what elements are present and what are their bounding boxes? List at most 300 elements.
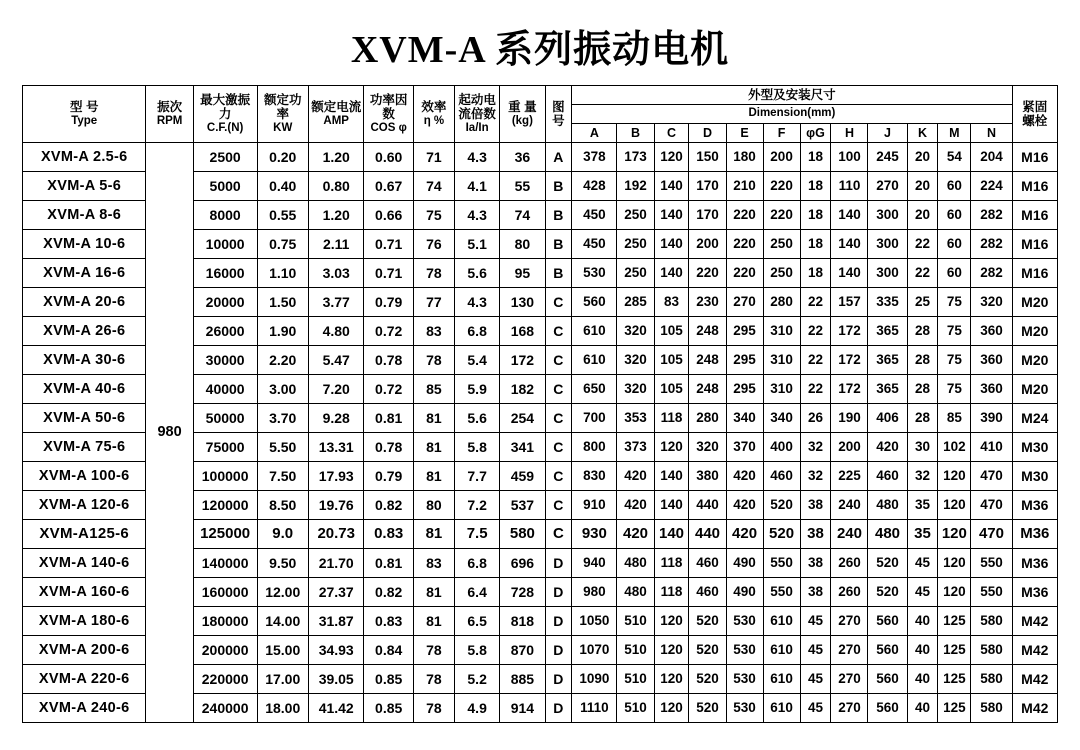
- cell-dim-d: 320: [689, 432, 726, 461]
- cell-dim-j: 365: [868, 345, 907, 374]
- cell-dim-k: 20: [907, 142, 938, 171]
- cell-weight: 537: [500, 490, 545, 519]
- cell-type: XVM-A 10-6: [23, 229, 146, 258]
- cell-dim-a: 940: [572, 548, 617, 577]
- cell-dim-b: 510: [617, 635, 654, 664]
- cell-dim-h: 260: [831, 548, 868, 577]
- cell-dim-e: 295: [726, 316, 763, 345]
- cell-power-factor: 0.67: [364, 171, 413, 200]
- cell-figure: B: [545, 229, 572, 258]
- cell-force: 26000: [193, 316, 257, 345]
- header-dim-n: N: [971, 123, 1012, 142]
- cell-power-factor: 0.82: [364, 490, 413, 519]
- cell-dim-d: 460: [689, 548, 726, 577]
- cell-weight: 254: [500, 403, 545, 432]
- cell-starting-current: 5.6: [455, 258, 500, 287]
- header-dim-a: A: [572, 123, 617, 142]
- cell-dim-k: 30: [907, 432, 938, 461]
- cell-force: 30000: [193, 345, 257, 374]
- cell-dim-g: 45: [800, 693, 831, 722]
- cell-dim-n: 550: [971, 548, 1012, 577]
- cell-current: 20.73: [308, 519, 364, 548]
- cell-bolt: M30: [1012, 432, 1057, 461]
- cell-dim-h: 110: [831, 171, 868, 200]
- cell-power: 9.0: [257, 519, 308, 548]
- cell-dim-c: 140: [654, 258, 689, 287]
- cell-dim-e: 210: [726, 171, 763, 200]
- cell-power-factor: 0.81: [364, 548, 413, 577]
- cell-dim-g: 38: [800, 490, 831, 519]
- cell-dim-j: 520: [868, 577, 907, 606]
- cell-efficiency: 83: [413, 316, 454, 345]
- cell-starting-current: 6.4: [455, 577, 500, 606]
- cell-dim-h: 140: [831, 229, 868, 258]
- cell-force: 120000: [193, 490, 257, 519]
- cell-dim-k: 28: [907, 374, 938, 403]
- cell-dim-m: 125: [938, 664, 971, 693]
- cell-dim-c: 120: [654, 635, 689, 664]
- cell-power-factor: 0.60: [364, 142, 413, 171]
- cell-starting-current: 5.9: [455, 374, 500, 403]
- cell-dim-h: 100: [831, 142, 868, 171]
- cell-dim-k: 22: [907, 229, 938, 258]
- cell-power-factor: 0.81: [364, 403, 413, 432]
- cell-dim-m: 60: [938, 200, 971, 229]
- cell-type: XVM-A 2.5-6: [23, 142, 146, 171]
- cell-current: 31.87: [308, 606, 364, 635]
- cell-efficiency: 81: [413, 461, 454, 490]
- cell-dim-d: 248: [689, 345, 726, 374]
- cell-bolt: M42: [1012, 606, 1057, 635]
- cell-dim-a: 930: [572, 519, 617, 548]
- cell-type: XVM-A 220-6: [23, 664, 146, 693]
- cell-dim-a: 610: [572, 345, 617, 374]
- cell-dim-f: 460: [763, 461, 800, 490]
- cell-figure: D: [545, 548, 572, 577]
- cell-type: XVM-A125-6: [23, 519, 146, 548]
- cell-power-factor: 0.79: [364, 287, 413, 316]
- cell-dim-c: 140: [654, 490, 689, 519]
- cell-dim-e: 270: [726, 287, 763, 316]
- cell-bolt: M16: [1012, 258, 1057, 287]
- cell-dim-g: 45: [800, 606, 831, 635]
- cell-dim-k: 28: [907, 345, 938, 374]
- cell-starting-current: 6.5: [455, 606, 500, 635]
- cell-efficiency: 80: [413, 490, 454, 519]
- cell-dim-k: 45: [907, 577, 938, 606]
- cell-dim-m: 120: [938, 548, 971, 577]
- cell-dim-c: 140: [654, 171, 689, 200]
- table-header: [23, 86, 1058, 143]
- cell-type: XVM-A 100-6: [23, 461, 146, 490]
- cell-dim-f: 250: [763, 258, 800, 287]
- cell-dim-e: 530: [726, 693, 763, 722]
- cell-dim-e: 220: [726, 258, 763, 287]
- cell-type: XVM-A 240-6: [23, 693, 146, 722]
- cell-efficiency: 71: [413, 142, 454, 171]
- cell-figure: B: [545, 171, 572, 200]
- cell-efficiency: 76: [413, 229, 454, 258]
- cell-dim-a: 428: [572, 171, 617, 200]
- cell-dim-j: 420: [868, 432, 907, 461]
- cell-dim-m: 60: [938, 171, 971, 200]
- cell-efficiency: 78: [413, 693, 454, 722]
- header-efficiency: 效率 η %: [413, 86, 454, 143]
- cell-dim-n: 390: [971, 403, 1012, 432]
- cell-dim-d: 520: [689, 606, 726, 635]
- cell-figure: C: [545, 374, 572, 403]
- cell-current: 9.28: [308, 403, 364, 432]
- cell-force: 5000: [193, 171, 257, 200]
- cell-dim-c: 83: [654, 287, 689, 316]
- cell-dim-m: 60: [938, 229, 971, 258]
- cell-dim-k: 28: [907, 316, 938, 345]
- cell-dim-e: 530: [726, 606, 763, 635]
- cell-dim-f: 310: [763, 316, 800, 345]
- header-dim-g: φG: [800, 123, 831, 142]
- cell-weight: 870: [500, 635, 545, 664]
- cell-weight: 168: [500, 316, 545, 345]
- cell-type: XVM-A 180-6: [23, 606, 146, 635]
- cell-figure: C: [545, 490, 572, 519]
- cell-dim-h: 157: [831, 287, 868, 316]
- cell-power: 0.75: [257, 229, 308, 258]
- cell-bolt: M36: [1012, 548, 1057, 577]
- cell-power-factor: 0.71: [364, 229, 413, 258]
- cell-figure: D: [545, 606, 572, 635]
- cell-bolt: M36: [1012, 490, 1057, 519]
- cell-power-factor: 0.83: [364, 519, 413, 548]
- cell-efficiency: 81: [413, 519, 454, 548]
- header-current: 额定电流 AMP: [308, 86, 364, 143]
- cell-rpm: 980: [146, 142, 193, 722]
- cell-dim-g: 38: [800, 577, 831, 606]
- cell-dim-n: 224: [971, 171, 1012, 200]
- cell-dim-d: 520: [689, 635, 726, 664]
- cell-dim-h: 270: [831, 664, 868, 693]
- cell-efficiency: 74: [413, 171, 454, 200]
- cell-power: 1.90: [257, 316, 308, 345]
- cell-dim-f: 310: [763, 345, 800, 374]
- cell-efficiency: 81: [413, 606, 454, 635]
- cell-dim-m: 120: [938, 461, 971, 490]
- table-body: [23, 142, 1058, 722]
- cell-dim-d: 220: [689, 258, 726, 287]
- cell-current: 34.93: [308, 635, 364, 664]
- cell-dim-m: 85: [938, 403, 971, 432]
- cell-bolt: M16: [1012, 200, 1057, 229]
- cell-dim-h: 190: [831, 403, 868, 432]
- cell-dim-e: 530: [726, 635, 763, 664]
- cell-dim-j: 480: [868, 490, 907, 519]
- cell-weight: 182: [500, 374, 545, 403]
- cell-type: XVM-A 8-6: [23, 200, 146, 229]
- cell-dim-c: 120: [654, 664, 689, 693]
- cell-figure: D: [545, 577, 572, 606]
- cell-dim-b: 420: [617, 519, 654, 548]
- cell-starting-current: 4.1: [455, 171, 500, 200]
- cell-figure: C: [545, 316, 572, 345]
- cell-bolt: M20: [1012, 374, 1057, 403]
- cell-dim-c: 105: [654, 374, 689, 403]
- page-title: XVM-A 系列振动电机: [350, 29, 730, 71]
- cell-dim-n: 580: [971, 606, 1012, 635]
- cell-dim-n: 550: [971, 577, 1012, 606]
- cell-dim-m: 75: [938, 374, 971, 403]
- cell-dim-d: 248: [689, 374, 726, 403]
- header-figure: 图 号: [545, 86, 572, 143]
- cell-figure: D: [545, 693, 572, 722]
- cell-dim-n: 282: [971, 258, 1012, 287]
- cell-dim-b: 250: [617, 229, 654, 258]
- cell-type: XVM-A 120-6: [23, 490, 146, 519]
- cell-dim-g: 18: [800, 200, 831, 229]
- cell-dim-c: 140: [654, 519, 689, 548]
- cell-current: 1.20: [308, 142, 364, 171]
- cell-dim-g: 45: [800, 664, 831, 693]
- cell-dim-b: 510: [617, 693, 654, 722]
- cell-bolt: M20: [1012, 316, 1057, 345]
- cell-dim-k: 35: [907, 490, 938, 519]
- cell-dim-j: 270: [868, 171, 907, 200]
- cell-efficiency: 85: [413, 374, 454, 403]
- cell-efficiency: 78: [413, 258, 454, 287]
- cell-force: 220000: [193, 664, 257, 693]
- cell-weight: 885: [500, 664, 545, 693]
- cell-figure: C: [545, 345, 572, 374]
- cell-type: XVM-A 26-6: [23, 316, 146, 345]
- cell-figure: B: [545, 200, 572, 229]
- cell-power-factor: 0.66: [364, 200, 413, 229]
- header-rpm: 振次 RPM: [146, 86, 193, 143]
- cell-dim-f: 250: [763, 229, 800, 258]
- cell-figure: C: [545, 461, 572, 490]
- cell-dim-c: 140: [654, 461, 689, 490]
- cell-dim-g: 32: [800, 461, 831, 490]
- cell-force: 2500: [193, 142, 257, 171]
- cell-weight: 130: [500, 287, 545, 316]
- cell-dim-j: 335: [868, 287, 907, 316]
- cell-dim-k: 20: [907, 171, 938, 200]
- cell-dim-d: 440: [689, 490, 726, 519]
- cell-dim-a: 980: [572, 577, 617, 606]
- cell-current: 4.80: [308, 316, 364, 345]
- cell-dim-f: 610: [763, 606, 800, 635]
- cell-dim-g: 18: [800, 258, 831, 287]
- cell-dim-e: 220: [726, 200, 763, 229]
- cell-dim-a: 830: [572, 461, 617, 490]
- cell-dim-j: 460: [868, 461, 907, 490]
- cell-dim-j: 245: [868, 142, 907, 171]
- cell-power: 9.50: [257, 548, 308, 577]
- header-dim-m: M: [938, 123, 971, 142]
- cell-dim-d: 150: [689, 142, 726, 171]
- cell-dim-b: 173: [617, 142, 654, 171]
- cell-dim-c: 105: [654, 316, 689, 345]
- cell-power-factor: 0.85: [364, 693, 413, 722]
- cell-efficiency: 81: [413, 403, 454, 432]
- cell-dim-d: 520: [689, 693, 726, 722]
- cell-efficiency: 77: [413, 287, 454, 316]
- cell-dim-c: 120: [654, 142, 689, 171]
- header-bolt: 紧固 螺栓: [1012, 86, 1057, 143]
- cell-dim-e: 420: [726, 490, 763, 519]
- specification-table: [22, 85, 1058, 723]
- cell-dim-n: 282: [971, 200, 1012, 229]
- cell-dim-m: 54: [938, 142, 971, 171]
- cell-dim-b: 250: [617, 258, 654, 287]
- cell-dim-m: 102: [938, 432, 971, 461]
- cell-dim-b: 420: [617, 461, 654, 490]
- cell-weight: 74: [500, 200, 545, 229]
- header-dim-h: H: [831, 123, 868, 142]
- cell-dim-d: 200: [689, 229, 726, 258]
- header-dimension-cn: 外型及安装尺寸: [572, 86, 1012, 105]
- cell-dim-j: 480: [868, 519, 907, 548]
- cell-dim-b: 320: [617, 316, 654, 345]
- cell-dim-m: 120: [938, 519, 971, 548]
- cell-starting-current: 5.1: [455, 229, 500, 258]
- cell-dim-n: 470: [971, 519, 1012, 548]
- cell-bolt: M42: [1012, 635, 1057, 664]
- header-dim-j: J: [868, 123, 907, 142]
- cell-figure: A: [545, 142, 572, 171]
- cell-dim-n: 282: [971, 229, 1012, 258]
- cell-dim-g: 22: [800, 287, 831, 316]
- cell-current: 7.20: [308, 374, 364, 403]
- cell-power: 1.50: [257, 287, 308, 316]
- cell-dim-k: 22: [907, 258, 938, 287]
- cell-dim-j: 520: [868, 548, 907, 577]
- header-starting-current: 起动电流倍数 Ia/In: [455, 86, 500, 143]
- cell-dim-k: 28: [907, 403, 938, 432]
- cell-type: XVM-A 50-6: [23, 403, 146, 432]
- cell-dim-b: 510: [617, 606, 654, 635]
- cell-dim-g: 38: [800, 548, 831, 577]
- cell-dim-d: 380: [689, 461, 726, 490]
- cell-force: 100000: [193, 461, 257, 490]
- cell-starting-current: 7.2: [455, 490, 500, 519]
- cell-dim-n: 470: [971, 490, 1012, 519]
- cell-power-factor: 0.83: [364, 606, 413, 635]
- cell-efficiency: 78: [413, 664, 454, 693]
- cell-power: 14.00: [257, 606, 308, 635]
- cell-dim-j: 406: [868, 403, 907, 432]
- cell-figure: B: [545, 258, 572, 287]
- cell-type: XVM-A 20-6: [23, 287, 146, 316]
- cell-force: 240000: [193, 693, 257, 722]
- header-force: 最大激振力 C.F.(N): [193, 86, 257, 143]
- table-row: [23, 142, 1058, 171]
- cell-force: 40000: [193, 374, 257, 403]
- cell-dim-n: 320: [971, 287, 1012, 316]
- cell-dim-g: 22: [800, 345, 831, 374]
- cell-efficiency: 75: [413, 200, 454, 229]
- cell-current: 0.80: [308, 171, 364, 200]
- cell-force: 50000: [193, 403, 257, 432]
- cell-current: 13.31: [308, 432, 364, 461]
- cell-dim-b: 250: [617, 200, 654, 229]
- cell-bolt: M20: [1012, 287, 1057, 316]
- cell-dim-h: 270: [831, 693, 868, 722]
- cell-dim-h: 200: [831, 432, 868, 461]
- cell-current: 39.05: [308, 664, 364, 693]
- header-dim-c: C: [654, 123, 689, 142]
- cell-type: XVM-A 5-6: [23, 171, 146, 200]
- cell-dim-j: 300: [868, 200, 907, 229]
- cell-figure: C: [545, 403, 572, 432]
- cell-dim-e: 295: [726, 374, 763, 403]
- cell-dim-b: 285: [617, 287, 654, 316]
- cell-dim-b: 420: [617, 490, 654, 519]
- cell-dim-a: 910: [572, 490, 617, 519]
- cell-dim-n: 580: [971, 664, 1012, 693]
- cell-dim-h: 172: [831, 374, 868, 403]
- cell-weight: 580: [500, 519, 545, 548]
- cell-weight: 728: [500, 577, 545, 606]
- cell-bolt: M36: [1012, 577, 1057, 606]
- cell-dim-g: 18: [800, 142, 831, 171]
- cell-dim-j: 365: [868, 316, 907, 345]
- cell-power: 12.00: [257, 577, 308, 606]
- cell-dim-a: 1090: [572, 664, 617, 693]
- cell-dim-b: 510: [617, 664, 654, 693]
- cell-power: 7.50: [257, 461, 308, 490]
- cell-type: XVM-A 16-6: [23, 258, 146, 287]
- cell-dim-g: 18: [800, 229, 831, 258]
- cell-force: 16000: [193, 258, 257, 287]
- cell-dim-f: 520: [763, 490, 800, 519]
- cell-current: 21.70: [308, 548, 364, 577]
- cell-current: 3.77: [308, 287, 364, 316]
- cell-figure: C: [545, 287, 572, 316]
- cell-force: 8000: [193, 200, 257, 229]
- cell-force: 75000: [193, 432, 257, 461]
- cell-dim-k: 32: [907, 461, 938, 490]
- cell-force: 20000: [193, 287, 257, 316]
- cell-weight: 818: [500, 606, 545, 635]
- cell-dim-a: 560: [572, 287, 617, 316]
- cell-dim-j: 560: [868, 693, 907, 722]
- cell-dim-k: 40: [907, 635, 938, 664]
- cell-dim-j: 365: [868, 374, 907, 403]
- cell-dim-g: 18: [800, 171, 831, 200]
- cell-current: 27.37: [308, 577, 364, 606]
- cell-dim-e: 295: [726, 345, 763, 374]
- cell-dim-b: 353: [617, 403, 654, 432]
- cell-efficiency: 78: [413, 635, 454, 664]
- cell-dim-n: 360: [971, 345, 1012, 374]
- cell-power: 17.00: [257, 664, 308, 693]
- cell-type: XVM-A 75-6: [23, 432, 146, 461]
- cell-weight: 80: [500, 229, 545, 258]
- cell-dim-f: 310: [763, 374, 800, 403]
- cell-power-factor: 0.78: [364, 345, 413, 374]
- cell-efficiency: 81: [413, 432, 454, 461]
- cell-dim-d: 520: [689, 664, 726, 693]
- cell-starting-current: 7.7: [455, 461, 500, 490]
- cell-weight: 55: [500, 171, 545, 200]
- cell-dim-h: 172: [831, 316, 868, 345]
- cell-dim-c: 105: [654, 345, 689, 374]
- cell-type: XVM-A 40-6: [23, 374, 146, 403]
- cell-figure: D: [545, 635, 572, 664]
- cell-figure: D: [545, 664, 572, 693]
- cell-dim-n: 360: [971, 316, 1012, 345]
- cell-efficiency: 83: [413, 548, 454, 577]
- cell-current: 3.03: [308, 258, 364, 287]
- cell-dim-g: 26: [800, 403, 831, 432]
